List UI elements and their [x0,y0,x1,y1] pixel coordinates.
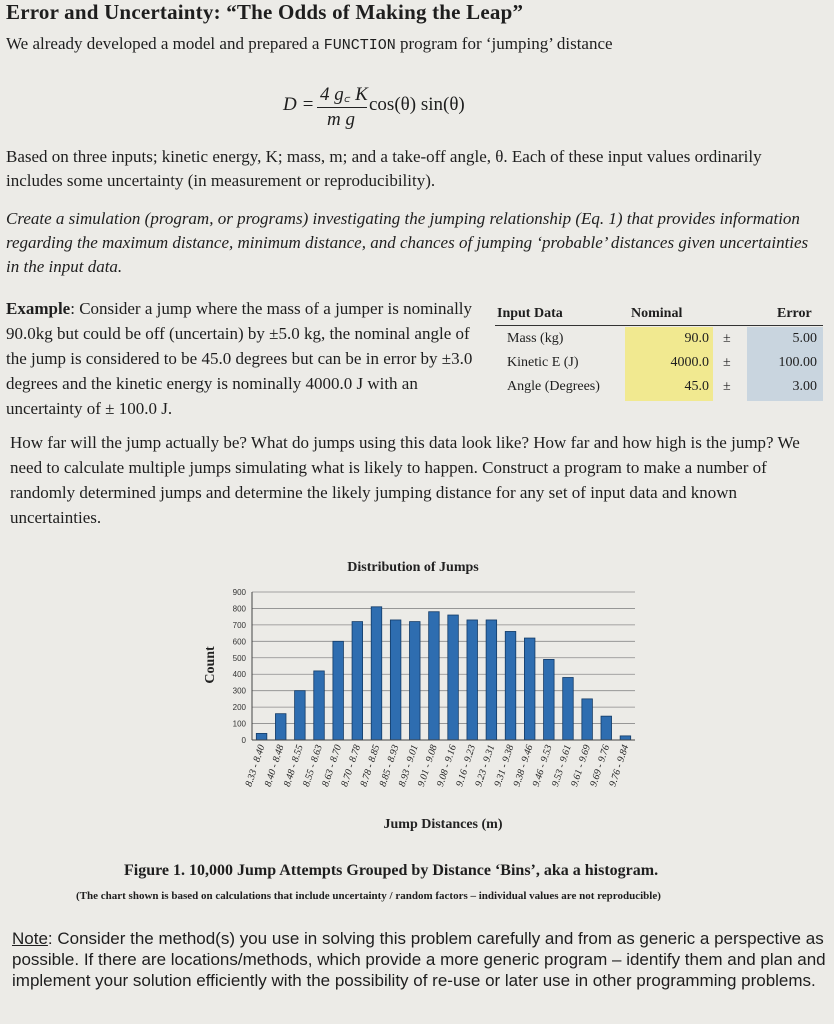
row-label-mass: Mass (kg) [507,331,564,346]
x-tick-label: 8.40 - 8.48 [262,743,287,789]
x-tick-label: 9.16 - 9.23 [454,743,479,789]
x-axis-label: Jump Distances (m) [383,817,503,832]
row-label-kinetic: Kinetic E (J) [507,355,579,370]
gridlines [252,592,635,740]
y-tick-label: 700 [232,620,246,630]
histogram-bar [429,612,440,740]
example-text: : Consider a jump where the mass of a jumper is nominally 90.0kg but could be off (uncertain) by ±5.0 kg, the nominal angle of the jump is considered to be 45.0 degrees but can be in error by ±3.0 degrees and the kinetic energy is nominally 4000.0 J with an uncertainty of ± 100.0 J. [6,299,473,418]
histogram-bar [410,622,421,740]
distance-equation [283,80,503,136]
question-paragraph: How far will the jump actually be? What do jumps using this data look like? How far and how high is the jump? We need to calculate multiple jumps simulating what is likely to happen. Construct a program to make a number of randomly determined jumps and determine the likely jumping distance for any set of input data and known uncertainties. [10,433,800,527]
x-tick-label: 9.76 - 9.84 [607,743,632,789]
row-pm-mass: ± [723,331,731,346]
histogram-chart [195,550,645,840]
y-tick-label: 0 [241,736,246,745]
x-tick-label: 8.93 - 9.01 [396,743,421,789]
row-nominal-angle: 45.0 [684,379,709,394]
example-lead: Example [6,299,71,318]
note-paragraph [12,928,827,991]
row-nominal-mass: 90.0 [684,331,709,346]
bars [256,607,630,740]
y-tick-labels [233,588,247,745]
histogram-bar [371,607,382,740]
x-tick-label: 8.70 - 8.78 [339,743,364,789]
inputs-paragraph: Based on three inputs; kinetic energy, K; mass, m; and a take-off angle, θ. Each of these input values ordinarily includes some uncertainty (in measurement or reproducibility). [6,147,762,190]
example-paragraph [6,296,476,421]
y-axis-label: Count [203,646,218,684]
x-tick-label: 9.08 - 9.16 [435,743,459,789]
y-tick-label: 100 [232,719,246,729]
equation-numerator: 4 g꜀ K [320,84,368,105]
x-tick-label: 9.69 - 9.76 [588,743,613,789]
intro-after: program for ‘jumping’ distance [395,34,613,53]
x-tick-label: 9.01 - 9.08 [415,743,440,789]
histogram-bar [333,641,344,740]
row-error-angle: 3.00 [792,379,817,394]
x-tick-label: 8.85 - 8.93 [377,743,402,789]
histogram-bar [544,659,555,740]
row-nominal-kinetic: 4000.0 [670,355,709,370]
note-text: : Consider the method(s) you use in solving this problem carefully and from as generic a perspective as possible. If there are locations/methods, which provide a more generic program – identify them and plan and implement your solution efficiently with the possibility of re-use or later use in other programming problems. [12,929,826,990]
x-tick-label: 9.46 - 9.53 [530,743,555,789]
figure-caption: Figure 1. 10,000 Jump Attempts Grouped by Distance ‘Bins’, aka a histogram. [124,862,659,879]
histogram-bar [524,638,535,740]
histogram-bar [467,620,478,740]
x-tick-label: 9.38 - 9.46 [511,743,536,789]
histogram-bar [256,733,267,740]
task-paragraph: Create a simulation (program, or programs) investigating the jumping relationship (Eq. 1) that provides information regarding the maximum distance, minimum distance, and chances of jumping ‘probable’ distances given uncertainties in the input data. [6,209,809,276]
row-pm-angle: ± [723,379,731,394]
histogram-bar [563,678,574,740]
y-tick-label: 200 [232,703,246,713]
x-tick-label: 9.53 - 9.61 [549,743,574,789]
intro-before: We already developed a model and prepared a [6,34,324,53]
x-tick-label: 9.23 - 9.31 [473,743,498,789]
x-tick-label: 8.48 - 8.55 [281,743,306,789]
x-tick-label: 8.78 - 8.85 [358,743,383,789]
histogram-bar [352,622,363,740]
histogram-bar [390,620,401,740]
equation-denominator: m g [327,109,355,130]
header-rule [495,325,823,326]
row-pm-kinetic: ± [723,355,731,370]
x-tick-label: 9.61 - 9.69 [569,743,593,789]
y-tick-label: 600 [232,637,246,647]
function-keyword: FUNCTION [323,37,396,54]
x-tick-label: 8.63 - 8.70 [320,743,345,789]
histogram-bar [448,615,459,740]
fraction-bar [317,107,367,108]
header-error: Error [777,306,812,321]
y-tick-label: 400 [232,670,246,680]
y-tick-label: 900 [232,588,246,597]
equation-lhs: D = [283,94,315,115]
input-data-table [495,306,825,402]
y-tick-label: 800 [232,604,246,614]
page-title: Error and Uncertainty: “The Odds of Making the Leap” [6,0,524,24]
histogram-bar [314,671,325,740]
x-tick-label: 8.55 - 8.63 [301,743,325,789]
row-error-mass: 5.00 [792,331,817,346]
y-tick-label: 500 [232,653,246,663]
histogram-bar [275,714,286,740]
chart-title: Distribution of Jumps [347,560,479,575]
x-tick-label: 8.33 - 8.40 [243,743,268,789]
equation-rhs: cos(θ) sin(θ) [369,94,465,115]
row-label-angle: Angle (Degrees) [507,379,600,394]
histogram-bar [582,699,593,740]
histogram-bar [505,631,516,740]
histogram-bar [486,620,497,740]
x-tick-label: 9.31 - 9.38 [492,743,517,789]
intro-paragraph [6,32,613,58]
histogram-bar [620,736,631,740]
histogram-bar [601,716,612,740]
note-lead: Note [12,929,48,948]
row-error-kinetic: 100.00 [778,355,817,370]
header-input-data: Input Data [497,306,563,321]
figure-subcaption: (The chart shown is based on calculations that include uncertainty / random factors – individual values are not reproducible) [76,890,661,902]
histogram-bar [295,691,306,740]
y-tick-label: 300 [232,686,246,696]
header-nominal: Nominal [631,306,683,321]
x-tick-labels [244,744,632,789]
